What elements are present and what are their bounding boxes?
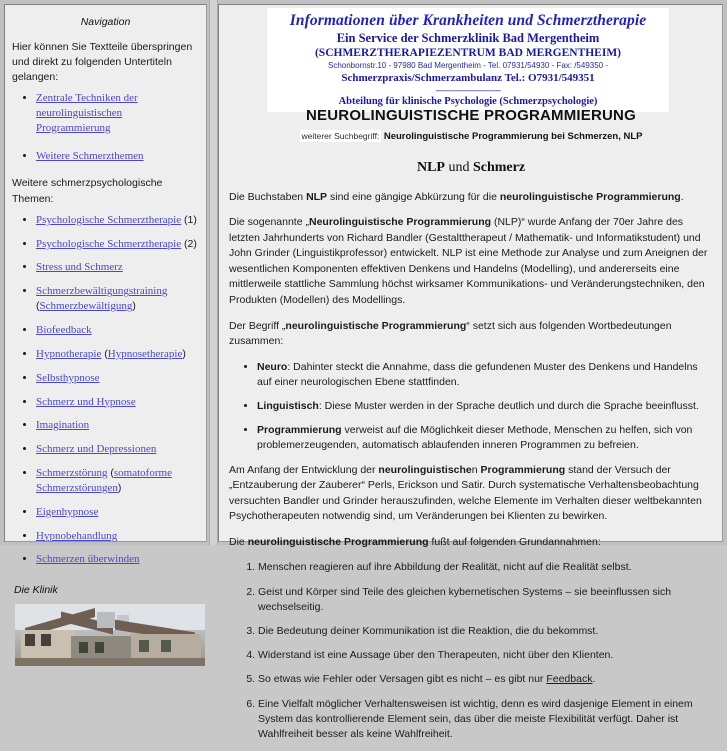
text-fragment: fußt auf folgenden Grundannahmen: [428, 535, 601, 548]
nav-link-schmerz-und-depressionen[interactable]: Schmerz und Depressionen [36, 443, 157, 456]
list-item-linguistisch [257, 399, 713, 414]
nav-link-schmerzstoerung[interactable]: Schmerzstörung [36, 467, 108, 480]
bold-neurolinguistische: neurolinguistische [378, 463, 472, 476]
list-item-programmierung [257, 423, 713, 453]
banner-line-3: (SCHMERZTHERAPIEZENTRUM BAD MERGENTHEIM) [314, 47, 622, 59]
subtitle-strong-nlp: NLP [416, 159, 445, 175]
grundannahme-text: Widerstand ist eine Aussage über den Therapeuten, nicht über den Klienten. [258, 649, 614, 662]
grundannahme-text: Menschen reagieren auf ihre Abbildung der Realität, nicht auf die Realität selbst. [258, 561, 632, 574]
text-fragment: Die Buchstaben [229, 190, 307, 203]
list-item [36, 418, 199, 433]
bullet-term: Linguistisch [257, 400, 319, 413]
nav-link-biofeedback[interactable]: Biofeedback [36, 323, 92, 336]
list-item [36, 505, 199, 520]
list-item [258, 560, 713, 575]
text-fragment: stand der Versuch der „Entzauberung der Zauberer“ Perls, Erickson und Satir. Durch systematische Verhaltensbeobachtung versuchten Bandler und Grinder herauszufinden, welche Elemente im Verhalten dieser weltbekannten Psychotherapeuten notwendig sind, um Veränderungen bei Klienten zu bewirken. [229, 463, 702, 523]
banner-line-2: Ein Service der Schmerzklinik Bad Mergentheim [336, 31, 600, 45]
bullet-text: verweist auf die Möglichkeit dieser Methode, Menschen zu helfen, sich von problemerzeugenden, automatisch ablaufenden inneren Programmen zu befreien. [257, 424, 693, 452]
grundannahme-text: So etwas wie Fehler oder Versagen gibt es nicht – es gibt nur [258, 673, 547, 686]
navigation-intro [12, 40, 199, 85]
list-item [36, 371, 199, 386]
clinic-banner [267, 8, 669, 112]
article [219, 99, 722, 751]
grundannahme-text: Geist und Körper sind Teile des gleichen kybernetischen Systems – sie beeinflussen sich wechselseitig. [258, 585, 672, 613]
list-item [36, 91, 199, 136]
bold-nlp-phrase: neurolinguistische Programmierung [247, 535, 429, 548]
list-item [258, 624, 713, 639]
nav-link-imagination[interactable]: Imagination [36, 419, 90, 432]
list-item [36, 529, 199, 544]
bold-begriff: neurolinguistische Programmierung [285, 319, 467, 332]
bold-nlp: NLP [306, 190, 328, 203]
frame-divider-handle[interactable] [209, 0, 218, 545]
list-item [36, 213, 199, 228]
text-fragment: . [680, 190, 684, 203]
nav-link-somatoforme-schmerzstoerungen[interactable]: somatoforme Schmerzstörungen [36, 467, 172, 494]
list-item [36, 323, 199, 338]
list-item [36, 442, 199, 457]
text-fragment: Die sogenannte „ [229, 216, 309, 229]
bullet-term: Programmierung [257, 424, 342, 437]
bullet-text: : Dahinter steckt die Annahme, dass die gefundenen Muster des Denkens und Handelns auf einer neurologischen Ebene stattfinden. [257, 360, 698, 388]
bold-nlp-title: Neurolinguistische Programmierung [308, 216, 492, 229]
banner-divider-rule: -------------------------- [435, 85, 501, 95]
list-item [36, 260, 199, 275]
text-fragment: (NLP)“ wurde Anfang der 70er Jahre des letzten Jahrhunderts von Richard Bandler (Gestalttherapeut / Mathematik- und Informatikstudent) und John Grinder (Linguistikprofessor) entwickelt. NLP ist eine Methode zur Analyse und zum Aneignen der wesentlichen Komponenten effektiven Denkens und Handelns (Modelling), und andererseits eine mittlerweile stattliche Sammlung höchst wirksamer Kommunikations- und Veränderungstechniken, den Produkten (Modellen) des Modellings. [229, 216, 708, 306]
nav-link-schmerzbewaeltigung[interactable]: Schmerzbewältigung [39, 300, 133, 313]
list-item [258, 697, 713, 743]
nav-link-stress-und-schmerz[interactable]: Stress und Schmerz [36, 261, 123, 274]
bullet-text: : Diese Muster werden in der Sprache deutlich und durch die Sprache beeinflusst. [318, 400, 699, 413]
paragraph-history [229, 215, 713, 308]
navigation-intro-line1: Hier können Sie Textteile überspringen [12, 41, 193, 54]
search-term-row [229, 130, 713, 144]
nav-link-hypnotherapie[interactable]: Hypnotherapie [36, 347, 102, 360]
list-item [36, 395, 199, 410]
banner-address-line: Schonbornstr.10 - 97980 Bad Mergentheim - Tel. 07931/54930 - Fax: /549350 - [327, 61, 609, 70]
paren-close: ) [182, 347, 186, 360]
list-item [258, 648, 713, 663]
nav-link-psychologische-schmerztherapie-2[interactable]: Psychologische Schmerztherapie [36, 237, 182, 250]
list-item [36, 347, 199, 362]
nav-link-schmerz-und-hypnose[interactable]: Schmerz und Hypnose [36, 395, 136, 408]
klinik-photo [15, 604, 205, 666]
text-fragment: Die [229, 535, 248, 548]
nav-link-hypnosetherapie[interactable]: Hypnosetherapie [107, 347, 183, 360]
text-fragment: n [471, 463, 481, 476]
nav-suffix: (1) [181, 213, 197, 226]
banner-practice-line: Schmerzpraxis/Schmerzambulanz Tel.: O7931/549351 [341, 72, 595, 84]
navigation-title: Navigation [80, 16, 131, 28]
word-meanings-list [229, 360, 713, 454]
subtitle-mid: und [444, 159, 473, 175]
text-fragment: Der Begriff „ [229, 319, 286, 332]
list-item [36, 552, 199, 567]
paragraph-grundannahmen-intro [229, 535, 713, 551]
list-item-neuro [257, 360, 713, 390]
grundannahme-text: . [592, 673, 596, 686]
page-title: NEUROLINGUISTISCHE PROGRAMMIERUNG [306, 107, 636, 124]
navigation-section-heading: Weitere schmerzpsychologische Themen: [12, 177, 163, 205]
list-item [258, 585, 713, 615]
section-subtitle [229, 158, 713, 178]
nav-suffix: (2) [181, 237, 197, 250]
paragraph-development [229, 463, 713, 525]
nav-link-schmerzbewaeltigungstraining[interactable]: Schmerzbewältigungstraining [36, 285, 168, 298]
paren-open: ( [36, 300, 40, 313]
text-fragment: “ setzt sich aus folgenden Wortbedeutungen zusammen: [229, 319, 672, 348]
text-fragment: sind eine gängige Abkürzung für die [327, 190, 500, 203]
paren-open: ( [110, 467, 114, 480]
nav-link-selbsthypnose[interactable]: Selbsthypnose [36, 371, 100, 384]
nav-link-schmerzen-ueberwinden[interactable]: Schmerzen überwinden [36, 553, 140, 566]
content-frame [218, 4, 723, 741]
paragraph-begriff-intro [229, 319, 713, 350]
banner-department-line: Abteilung für klinische Psychologie (Schmerzpsychologie) [338, 96, 598, 107]
navigation-content [5, 5, 206, 666]
banner-line-1: Informationen über Krankheiten und Schmerztherapie [289, 12, 647, 29]
text-fragment: Am Anfang der Entwicklung der [229, 463, 379, 476]
paren-open: ( [104, 347, 108, 360]
list-item [36, 237, 199, 252]
bold-neurolinguistische-programmierung: neurolinguistische Programmierung [499, 190, 681, 203]
paren-close: ) [117, 481, 122, 494]
nav-link-eigenhypnose[interactable]: Eigenhypnose [36, 505, 99, 518]
search-term-label: weiterer Suchbegriff: [301, 130, 380, 141]
bold-programmierung: Programmierung [480, 463, 566, 476]
nav-link-weitere-schmerzthemen[interactable]: Weitere Schmerzthemen [36, 150, 144, 163]
grundannahme-text: Eine Vielfalt möglicher Verhaltensweisen ist wichtig, denn es wird dasjenige Element in einem System das kontrollierende Element sein, das über die meiste Flexibilität verfügt. Daher ist Wahlfreiheit besser als keine Wahlfreiheit. [258, 697, 693, 741]
content-body [219, 5, 722, 741]
paragraph-definition [229, 190, 713, 206]
klinik-label: Die Klinik [14, 584, 58, 597]
navigation-frame [4, 4, 207, 597]
navigation-intro-line2: und direkt zu folgenden Untertiteln gelangen: [12, 56, 172, 84]
list-item [36, 284, 199, 314]
bullet-term: Neuro [257, 360, 288, 373]
nav-link-psychologische-schmerztherapie-1[interactable]: Psychologische Schmerztherapie [36, 213, 182, 226]
navigation-topic-links [12, 213, 199, 568]
list-item [36, 149, 199, 164]
subtitle-strong-schmerz: Schmerz [472, 159, 526, 175]
grundannahme-text: Die Bedeutung deiner Kommunikation ist die Reaktion, die du bekommst. [258, 625, 599, 637]
nav-link-hypnobehandlung[interactable]: Hypnobehandlung [36, 529, 118, 542]
nav-link-zentrale-techniken[interactable]: Zentrale Techniken der neurolinguistischen Programmierung [36, 91, 138, 134]
search-term-value: Neurolinguistische Programmierung bei Schmerzen, NLP [383, 130, 643, 142]
feedback-link[interactable]: Feedback [546, 673, 593, 686]
navigation-top-links [12, 91, 199, 164]
grundannahmen-list [229, 560, 713, 742]
list-item [258, 672, 713, 687]
paren-close: ) [132, 300, 136, 313]
list-item [36, 466, 199, 496]
